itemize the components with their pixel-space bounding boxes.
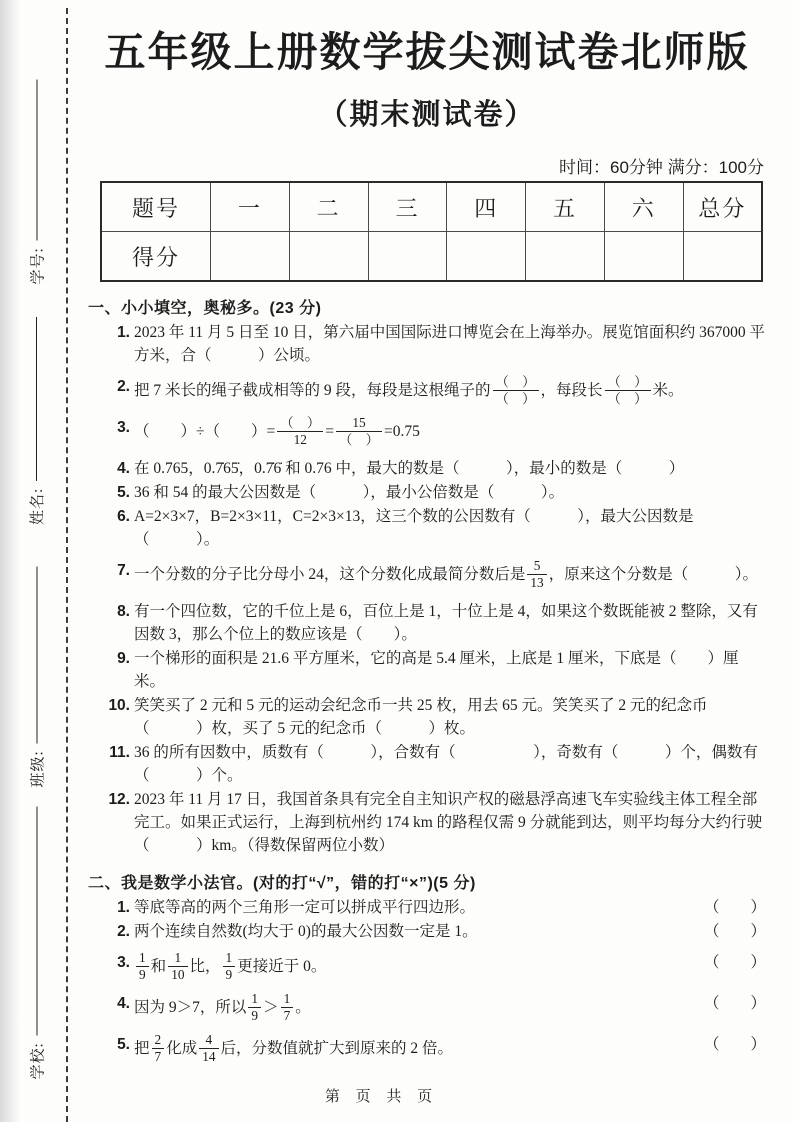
- student-field-xingming: [25, 317, 47, 525]
- main-content: [88, 0, 766, 1074]
- question-3: [88, 416, 766, 449]
- question-12: [88, 788, 766, 857]
- question-1: [88, 321, 766, 367]
- question-number: 5.: [117, 1035, 130, 1053]
- question-number: 7.: [117, 562, 130, 580]
- section-1-heading: 一、小小填空，奥秘多。(23 分): [88, 300, 322, 318]
- fraction: $\frac{( )}{( )}$: [493, 374, 539, 407]
- score-table: [100, 181, 763, 282]
- question-text: 因为 9＞7，所以 $\frac{1}{9}$ ＞ $\frac{1}{7}$ 。: [134, 990, 311, 1023]
- question-number: 3.: [117, 419, 130, 437]
- question-2: [88, 375, 766, 408]
- question-7: [88, 559, 766, 592]
- question-text: 一个分数的分子比分母小 24，这个分数化成最简分数后是 $\frac{5}{13}$ ，原来这个分数是（ ）。: [134, 558, 758, 591]
- page-subtitle: （期末测试卷）: [318, 99, 536, 132]
- binding-dashed-line: [66, 8, 68, 1122]
- section-2-questions: [88, 896, 766, 1066]
- score-row-label: 得分: [101, 232, 211, 282]
- question-number: 4.: [117, 994, 130, 1012]
- score-header-cell: 四: [447, 182, 526, 232]
- answer-blank: （ ）: [703, 994, 766, 1012]
- footer-page-number: 第 页 共 页: [324, 1089, 439, 1105]
- fraction: $\frac{1}{9}$: [223, 950, 236, 983]
- judge-question-1: [88, 896, 766, 919]
- judge-question-3: [88, 951, 766, 984]
- student-field-xuexiao: [26, 807, 48, 1080]
- exam-meta: 时间：60分钟 满分：100分: [559, 158, 764, 178]
- question-number: 11.: [109, 744, 130, 761]
- scan-edge-shadow: [0, 0, 20, 1122]
- section-1-questions: [88, 321, 766, 857]
- question-text: 把 7 米长的绳子截成相等的 9 段，每段是这根绳子的 $\frac{( )}{( )}$ ，每段长 $\frac{( )}{( )}$ 米。: [134, 374, 684, 407]
- score-cell: [526, 232, 605, 282]
- question-text: 2023 年 11 月 17 日，我国首条具有完全自主知识产权的磁悬浮高速飞车实验线主体工程全部完工。如果正式运行，上海到杭州约 174 km 的路程仅需 9 分就能到达，则平均每分大约行驶（ ）km。（得数保留两位小数）: [134, 791, 763, 854]
- question-number: 1.: [117, 899, 130, 916]
- question-11: [88, 741, 766, 787]
- question-text: 36 的所有因数中，质数有（ ），合数有（ ），奇数有（ ）个，偶数有（ ）个。: [134, 744, 758, 784]
- fraction: $\frac{( )}{12}$: [277, 415, 323, 448]
- question-number: 9.: [117, 650, 130, 667]
- answer-blank: （ ）: [703, 899, 766, 916]
- student-school-write-line: [36, 807, 37, 1036]
- student-id-write-line: [36, 80, 37, 241]
- question-text: 在 0.765，0.7̇65̇，0.7̇6̇ 和 0.76 中，最大的数是（ ），最小的数是（ ）: [134, 460, 685, 478]
- fraction: $\frac{15}{( )}$: [336, 415, 382, 448]
- fraction: $\frac{2}{7}$: [152, 1032, 165, 1065]
- section-2-heading: 二、我是数学小法官。(对的打“√”，错的打“×”)(5 分): [88, 875, 476, 892]
- score-header-cell: 三: [368, 182, 447, 232]
- student-id-label: 学号:: [30, 247, 46, 285]
- score-table-header-row: [101, 182, 762, 232]
- score-header-cell: 二: [289, 182, 368, 232]
- student-school-label: 学校:: [30, 1042, 46, 1080]
- answer-blank: （ ）: [703, 954, 766, 971]
- question-4: [88, 457, 766, 480]
- question-text: 2023 年 11 月 5 日至 10 日，第六届中国国际进口博览会在上海举办。展览馆面积约 367000 平方米，合（ ）公顷。: [134, 324, 766, 365]
- answer-blank: （ ）: [703, 923, 766, 940]
- question-number: 10.: [108, 697, 130, 714]
- question-9: [88, 647, 766, 693]
- fraction: $\frac{1}{10}$: [168, 950, 187, 983]
- question-10: [88, 694, 766, 740]
- student-class-write-line: [36, 567, 37, 744]
- fraction: $\frac{1}{9}$: [248, 991, 261, 1024]
- question-number: 8.: [117, 603, 130, 620]
- judge-question-2: [88, 920, 766, 943]
- score-cell: [289, 232, 368, 282]
- question-text: 把 $\frac{2}{7}$ 化成 $\frac{4}{14}$ 后，分数值就扩大到原来的 2 倍。: [134, 1031, 454, 1064]
- score-cell: [211, 232, 290, 282]
- score-cell: [368, 232, 447, 282]
- question-text: 笑笑买了 2 元和 5 元的运动会纪念币一共 25 枚，用去 65 元。笑笑买了 2 元的纪念币（ ）枚，买了 5 元的纪念币（ ）枚。: [134, 697, 708, 737]
- answer-blank: （ ）: [703, 1035, 766, 1053]
- fraction: $\frac{( )}{( )}$: [605, 374, 651, 407]
- question-8: [88, 600, 766, 646]
- score-header-cell: 总分: [683, 182, 762, 232]
- question-number: 3.: [117, 954, 130, 971]
- question-6: [88, 505, 766, 551]
- score-cell: [447, 232, 526, 282]
- question-number: 2.: [117, 923, 130, 940]
- student-field-banji: [26, 567, 48, 788]
- question-number: 4.: [117, 460, 130, 478]
- score-cell: [604, 232, 683, 282]
- question-number: 2.: [117, 378, 130, 396]
- score-header-cell: 题号: [101, 182, 211, 232]
- fraction: $\frac{4}{14}$: [199, 1032, 218, 1065]
- question-text: （ ）÷（ ）= $\frac{( )}{12}$ = $\frac{15}{( )}$ =0.75: [134, 415, 420, 448]
- fraction: $\frac{5}{13}$: [527, 558, 546, 591]
- question-text: 两个连续自然数(均大于 0)的最大公因数一定是 1。: [134, 923, 478, 940]
- student-class-label: 班级:: [30, 750, 46, 788]
- question-number: 6.: [117, 508, 130, 526]
- question-5: [88, 481, 766, 504]
- score-header-cell: 一: [211, 182, 290, 232]
- question-number: 5.: [117, 484, 130, 502]
- fraction: $\frac{1}{7}$: [281, 991, 294, 1024]
- question-text: 一个梯形的面积是 21.6 平方厘米，它的高是 5.4 厘米，上底是 1 厘米，下底是（ ）厘米。: [134, 650, 739, 690]
- question-text: A=2×3×7，B=2×3×11，C=2×3×13，这三个数的公因数有（ ），最大公因数是（ ）。: [134, 508, 694, 549]
- question-number: 12.: [108, 791, 130, 808]
- student-field-xuehao: [26, 80, 48, 285]
- question-text: 36 和 54 的最大公因数是（ ），最小公倍数是（ ）。: [134, 484, 565, 502]
- question-text: 有一个四位数，它的千位上是 6，百位上是 1，十位上是 4，如果这个数既能被 2 整除，又有因数 3，那么个位上的数应该是（ ）。: [134, 603, 758, 643]
- score-header-cell: 六: [604, 182, 683, 232]
- question-text: 等底等高的两个三角形一定可以拼成平行四边形。: [134, 899, 476, 916]
- score-header-cell: 五: [526, 182, 605, 232]
- student-name-write-line: [36, 317, 37, 481]
- fraction: $\frac{1}{9}$: [136, 950, 149, 983]
- question-text: $\frac{1}{9}$ 和 $\frac{1}{10}$ 比， $\frac{1}{9}$ 更接近于 0。: [134, 951, 704, 984]
- score-cell: [683, 232, 762, 282]
- judge-question-5: [88, 1033, 766, 1066]
- page-title: 五年级上册数学拔尖测试卷北师版: [104, 29, 750, 75]
- question-number: 1.: [117, 324, 130, 342]
- judge-question-4: [88, 992, 766, 1025]
- score-table-score-row: [101, 232, 762, 282]
- student-name-label: 姓名:: [29, 487, 46, 525]
